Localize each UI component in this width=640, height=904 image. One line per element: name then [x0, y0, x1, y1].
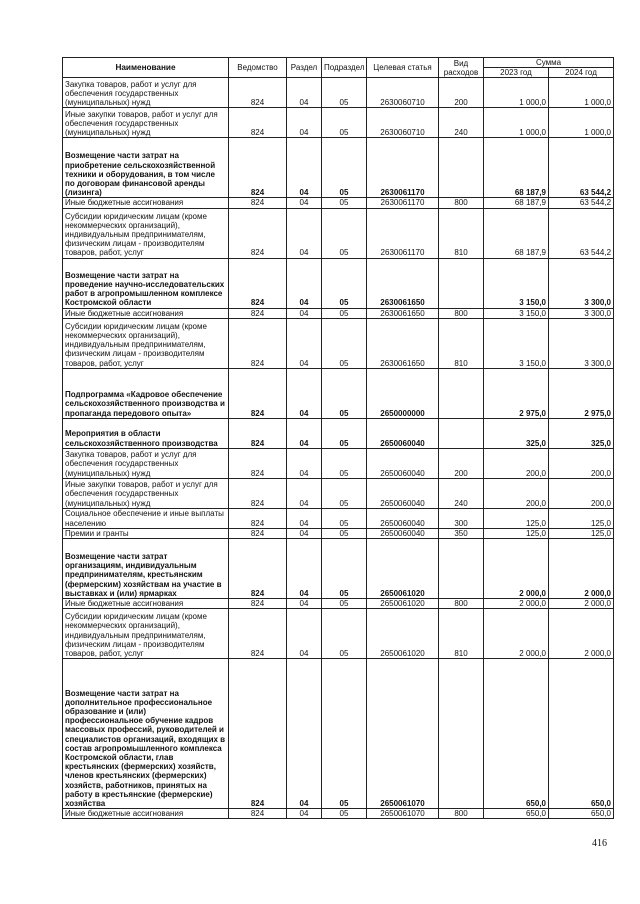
cell-department: 824: [229, 258, 287, 308]
cell-department: 824: [229, 198, 287, 208]
cell-expense-type: [439, 138, 484, 198]
cell-expense-type: 300: [439, 508, 484, 528]
cell-sum-2023: 125,0: [484, 508, 549, 528]
cell-subsection: 05: [322, 599, 367, 609]
cell-name: Иные закупки товаров, работ и услуг для обеспечения государственных (муниципальных) нужд: [63, 108, 229, 138]
table-row: [63, 318, 614, 368]
cell-subsection: 05: [322, 418, 367, 448]
table-row: [63, 609, 614, 659]
cell-sum-2023: 1 000,0: [484, 108, 549, 138]
cell-target: 2630061650: [367, 258, 439, 308]
cell-subsection: 05: [322, 609, 367, 659]
cell-subsection: 05: [322, 198, 367, 208]
cell-sum-2023: 2 000,0: [484, 539, 549, 599]
cell-section: 04: [287, 539, 322, 599]
table-row: [63, 599, 614, 609]
cell-section: 04: [287, 418, 322, 448]
cell-sum-2023: 68 187,9: [484, 138, 549, 198]
cell-expense-type: 800: [439, 809, 484, 819]
cell-sum-2024: 3 300,0: [549, 258, 614, 308]
cell-expense-type: 240: [439, 108, 484, 138]
table-row: [63, 528, 614, 538]
cell-sum-2023: 68 187,9: [484, 208, 549, 258]
cell-sum-2023: 2 000,0: [484, 609, 549, 659]
cell-expense-type: 350: [439, 528, 484, 538]
cell-department: 824: [229, 809, 287, 819]
cell-target: 2650000000: [367, 368, 439, 418]
cell-sum-2024: 650,0: [549, 659, 614, 809]
cell-expense-type: 810: [439, 318, 484, 368]
cell-subsection: 05: [322, 659, 367, 809]
table-row: [63, 368, 614, 418]
cell-subsection: 05: [322, 368, 367, 418]
cell-sum-2023: 68 187,9: [484, 198, 549, 208]
cell-subsection: 05: [322, 138, 367, 198]
cell-sum-2023: 2 000,0: [484, 599, 549, 609]
cell-target: 2650060040: [367, 528, 439, 538]
cell-sum-2024: 63 544,2: [549, 138, 614, 198]
cell-subsection: 05: [322, 208, 367, 258]
cell-sum-2023: 2 975,0: [484, 368, 549, 418]
cell-target: 2630061650: [367, 308, 439, 318]
cell-section: 04: [287, 478, 322, 508]
table-row: [63, 659, 614, 809]
cell-department: 824: [229, 508, 287, 528]
table-row: [63, 208, 614, 258]
cell-name: Иные закупки товаров, работ и услуг для обеспечения государственных (муниципальных) нужд: [63, 478, 229, 508]
col-header-section: Раздел: [287, 58, 322, 78]
cell-target: 2630060710: [367, 78, 439, 108]
cell-department: 824: [229, 539, 287, 599]
cell-department: 824: [229, 208, 287, 258]
cell-name: Возмещение части затрат организациям, индивидуальным предпринимателям, крестьянским (фермерским) хозяйствам на участие в выставках и (или) ярмарках: [63, 539, 229, 599]
cell-subsection: 05: [322, 318, 367, 368]
table-row: [63, 418, 614, 448]
cell-name: Иные бюджетные ассигнования: [63, 308, 229, 318]
cell-name: Возмещение части затрат на проведение научно-исследовательских работ в агропромышленном комплексе Костромской области: [63, 258, 229, 308]
cell-department: 824: [229, 609, 287, 659]
cell-sum-2024: 650,0: [549, 809, 614, 819]
cell-name: Иные бюджетные ассигнования: [63, 599, 229, 609]
cell-section: 04: [287, 809, 322, 819]
cell-expense-type: [439, 659, 484, 809]
cell-section: 04: [287, 528, 322, 538]
cell-target: 2650060040: [367, 418, 439, 448]
cell-section: 04: [287, 308, 322, 318]
cell-subsection: 05: [322, 809, 367, 819]
cell-department: 824: [229, 318, 287, 368]
cell-expense-type: [439, 418, 484, 448]
col-header-expense-type: Вид расходов: [439, 58, 484, 78]
cell-name: Субсидии юридическим лицам (кроме некоммерческих организаций), индивидуальным предпринимателям, физическим лицам - производителям товаров, работ, услуг: [63, 208, 229, 258]
col-header-name: Наименование: [63, 58, 229, 78]
cell-section: 04: [287, 368, 322, 418]
table-row: [63, 138, 614, 198]
cell-sum-2023: 325,0: [484, 418, 549, 448]
page-number: 416: [592, 838, 607, 849]
cell-sum-2024: 2 000,0: [549, 599, 614, 609]
cell-department: 824: [229, 368, 287, 418]
cell-target: 2650060040: [367, 508, 439, 528]
cell-expense-type: 200: [439, 78, 484, 108]
budget-table: [62, 57, 614, 819]
cell-sum-2023: 3 150,0: [484, 258, 549, 308]
cell-section: 04: [287, 78, 322, 108]
cell-expense-type: 200: [439, 448, 484, 478]
col-header-department: Ведомство: [229, 58, 287, 78]
cell-expense-type: [439, 368, 484, 418]
cell-sum-2024: 2 000,0: [549, 539, 614, 599]
cell-sum-2024: 3 300,0: [549, 308, 614, 318]
table-row: [63, 539, 614, 599]
cell-expense-type: 810: [439, 208, 484, 258]
cell-sum-2024: 1 000,0: [549, 78, 614, 108]
cell-target: 2650060040: [367, 448, 439, 478]
cell-section: 04: [287, 318, 322, 368]
cell-sum-2023: 200,0: [484, 448, 549, 478]
cell-department: 824: [229, 528, 287, 538]
cell-sum-2023: 125,0: [484, 528, 549, 538]
cell-section: 04: [287, 208, 322, 258]
cell-subsection: 05: [322, 528, 367, 538]
cell-sum-2024: 1 000,0: [549, 108, 614, 138]
cell-target: 2650061020: [367, 599, 439, 609]
cell-section: 04: [287, 138, 322, 198]
cell-section: 04: [287, 108, 322, 138]
cell-name: Иные бюджетные ассигнования: [63, 198, 229, 208]
cell-department: 824: [229, 448, 287, 478]
table-row: [63, 478, 614, 508]
cell-target: 2650060040: [367, 478, 439, 508]
cell-sum-2023: 200,0: [484, 478, 549, 508]
cell-sum-2024: 200,0: [549, 448, 614, 478]
table-row: [63, 809, 614, 819]
cell-department: 824: [229, 418, 287, 448]
cell-subsection: 05: [322, 508, 367, 528]
table-row: [63, 108, 614, 138]
cell-expense-type: 810: [439, 609, 484, 659]
table-row: [63, 508, 614, 528]
cell-sum-2024: 125,0: [549, 508, 614, 528]
cell-sum-2024: 200,0: [549, 478, 614, 508]
col-header-year-2024: 2024 год: [549, 68, 614, 78]
cell-expense-type: 800: [439, 308, 484, 318]
cell-name: Социальное обеспечение и иные выплаты населению: [63, 508, 229, 528]
cell-subsection: 05: [322, 258, 367, 308]
cell-expense-type: 800: [439, 599, 484, 609]
cell-target: 2630061170: [367, 138, 439, 198]
cell-department: 824: [229, 599, 287, 609]
cell-department: 824: [229, 78, 287, 108]
cell-department: 824: [229, 308, 287, 318]
cell-section: 04: [287, 609, 322, 659]
cell-target: 2630060710: [367, 108, 439, 138]
cell-name: Возмещение части затрат на приобретение сельскохозяйственной техники и оборудования, в том числе по договорам финансовой аренды (лизинга): [63, 138, 229, 198]
cell-department: 824: [229, 108, 287, 138]
cell-target: 2650061020: [367, 539, 439, 599]
cell-name: Субсидии юридическим лицам (кроме некоммерческих организаций), индивидуальным предпринимателям, физическим лицам - производителям товаров, работ, услуг: [63, 318, 229, 368]
cell-expense-type: [439, 539, 484, 599]
cell-target: 2650061020: [367, 609, 439, 659]
cell-department: 824: [229, 138, 287, 198]
cell-sum-2024: 63 544,2: [549, 198, 614, 208]
cell-section: 04: [287, 659, 322, 809]
cell-subsection: 05: [322, 108, 367, 138]
cell-expense-type: 240: [439, 478, 484, 508]
cell-target: 2630061650: [367, 318, 439, 368]
cell-expense-type: [439, 258, 484, 308]
cell-department: 824: [229, 478, 287, 508]
cell-sum-2024: 2 000,0: [549, 609, 614, 659]
cell-name: Премии и гранты: [63, 528, 229, 538]
cell-sum-2024: 325,0: [549, 418, 614, 448]
cell-name: Иные бюджетные ассигнования: [63, 809, 229, 819]
col-header-target: Целевая статья: [367, 58, 439, 78]
cell-sum-2023: 3 150,0: [484, 318, 549, 368]
cell-subsection: 05: [322, 539, 367, 599]
cell-target: 2650061070: [367, 659, 439, 809]
cell-name: Возмещение части затрат на дополнительное профессиональное образование и (или) профессиональное обучение кадров массовых профессий, руководителей и специалистов организаций, входящих в состав агропромышленного комплекса Костромской области, глав крестьянских (фермерских) хозяйств, членов крестьянских (фермерских) хозяйств, работников, принятых на работу в крестьянские (фермерские) хозяйства: [63, 659, 229, 809]
cell-target: 2650061070: [367, 809, 439, 819]
cell-target: 2630061170: [367, 198, 439, 208]
cell-section: 04: [287, 198, 322, 208]
cell-sum-2024: 2 975,0: [549, 368, 614, 418]
cell-name: Закупка товаров, работ и услуг для обеспечения государственных (муниципальных) нужд: [63, 78, 229, 108]
cell-name: Закупка товаров, работ и услуг для обеспечения государственных (муниципальных) нужд: [63, 448, 229, 478]
cell-section: 04: [287, 448, 322, 478]
cell-target: 2630061170: [367, 208, 439, 258]
table-body: [63, 78, 614, 819]
cell-subsection: 05: [322, 448, 367, 478]
table-row: [63, 78, 614, 108]
cell-sum-2024: 63 544,2: [549, 208, 614, 258]
cell-sum-2023: 1 000,0: [484, 78, 549, 108]
table-row: [63, 198, 614, 208]
cell-expense-type: 800: [439, 198, 484, 208]
cell-department: 824: [229, 659, 287, 809]
cell-sum-2023: 650,0: [484, 809, 549, 819]
col-header-subsection: Подраздел: [322, 58, 367, 78]
cell-sum-2023: 3 150,0: [484, 308, 549, 318]
cell-name: Мероприятия в области сельскохозяйственного производства: [63, 418, 229, 448]
cell-sum-2024: 125,0: [549, 528, 614, 538]
cell-sum-2024: 3 300,0: [549, 318, 614, 368]
cell-subsection: 05: [322, 78, 367, 108]
col-header-year-2023: 2023 год: [484, 68, 549, 78]
table-row: [63, 258, 614, 308]
col-header-sum: Сумма: [484, 58, 614, 68]
cell-sum-2023: 650,0: [484, 659, 549, 809]
cell-name: Субсидии юридическим лицам (кроме некоммерческих организаций), индивидуальным предпринимателям, физическим лицам - производителям товаров, работ, услуг: [63, 609, 229, 659]
table-row: [63, 308, 614, 318]
cell-subsection: 05: [322, 308, 367, 318]
cell-name: Подпрограмма «Кадровое обеспечение сельскохозяйственного производства и пропаганда передового опыта»: [63, 368, 229, 418]
budget-table-sheet: [62, 57, 613, 819]
cell-section: 04: [287, 508, 322, 528]
cell-section: 04: [287, 258, 322, 308]
cell-section: 04: [287, 599, 322, 609]
cell-subsection: 05: [322, 478, 367, 508]
table-row: [63, 448, 614, 478]
